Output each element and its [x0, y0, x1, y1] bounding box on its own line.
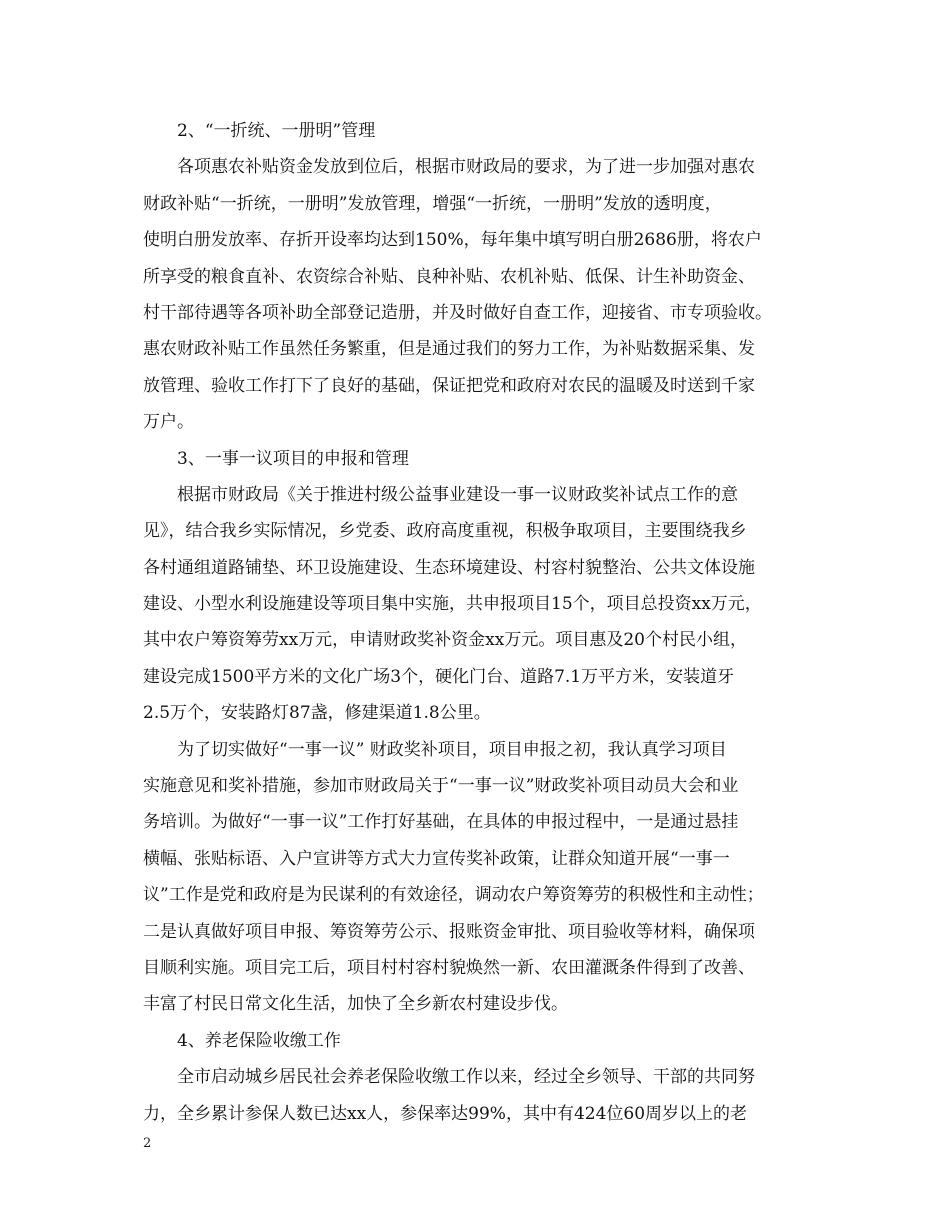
text-line: 横幅、张贴标语、入户宣讲等方式大力宣传奖补政策，让群众知道开展“一事一	[143, 848, 730, 869]
text-line: 使明白册发放率、存折开设率均达到150%，每年集中填写明白册2686册，将农户	[143, 230, 762, 251]
text-line: 力，全乡累计参保人数已达xx人，参保率达99%，其中有424位60周岁以上的老	[143, 1103, 748, 1124]
text-line: 目顺利实施。项目完工后，项目村村容村貌焕然一新、农田灌溉条件得到了改善、	[143, 957, 755, 978]
text-line: 万户。	[143, 412, 194, 433]
text-line: 村干部待遇等各项补助全部登记造册，并及时做好自查工作，迎接省、市专项验收。	[143, 302, 772, 323]
text-line: 惠农财政补贴工作虽然任务繁重，但是通过我们的努力工作，为补贴数据采集、发	[143, 339, 755, 360]
page-number: 2	[143, 1136, 152, 1151]
text-line: 务培训。为做好“一事一议”工作打好基础，在具体的申报过程中，一是通过悬挂	[143, 812, 739, 833]
text-line: 放管理、验收工作打下了良好的基础，保证把党和政府对农民的温暖及时送到千家	[143, 375, 755, 396]
text-line: 3、一事一议项目的申报和管理	[177, 448, 409, 469]
text-line: 二是认真做好项目申报、筹资筹劳公示、报账资金审批、项目验收等材料，确保项	[143, 921, 755, 942]
text-line: 见》，结合我乡实际情况，乡党委、政府高度重视，积极争取项目，主要围绕我乡	[143, 521, 747, 542]
text-line: 各项惠农补贴资金发放到位后，根据市财政局的要求，为了进一步加强对惠农	[177, 157, 755, 178]
text-line: 建设完成1500平方米的文化广场3个，硬化门台、道路7.1万平方米，安装道牙	[143, 666, 735, 687]
text-line: 根据市财政局《关于推进村级公益事业建设一事一议财政奖补试点工作的意	[177, 484, 738, 505]
text-line: 全市启动城乡居民社会养老保险收缴工作以来，经过全乡领导、干部的共同努	[177, 1067, 755, 1088]
text-line: 其中农户筹资筹劳xx万元，申请财政奖补资金xx万元。项目惠及20个村民小组，	[143, 630, 747, 651]
text-line: 2.5万个，安装路灯87盏，修建渠道1.8公里。	[143, 703, 491, 724]
text-line: 所享受的粮食直补、农资综合补贴、良种补贴、农机补贴、低保、计生补助资金、	[143, 266, 755, 287]
text-line: 4、养老保险收缴工作	[177, 1030, 341, 1051]
text-line: 各村通组道路铺垫、环卫设施建设、生态环境建设、村容村貌整治、公共文体设施	[143, 557, 755, 578]
text-line: 为了切实做好“一事一议” 财政奖补项目，项目申报之初，我认真学习项目	[177, 739, 727, 760]
text-line: 建设、小型水利设施建设等项目集中实施，共申报项目15个，项目总投资xx万元，	[143, 594, 762, 615]
text-line: 财政补贴“一折统，一册明”发放管理，增强“一折统，一册明”发放的透明度，	[143, 193, 722, 214]
text-line: 丰富了村民日常文化生活，加快了全乡新农村建设步伐。	[143, 994, 568, 1015]
text-line: 2、“一折统、一册明”管理	[177, 121, 376, 141]
text-line: 议”工作是党和政府是为民谋利的有效途径，调动农户筹资筹劳的积极性和主动性；	[143, 885, 764, 906]
text-line: 实施意见和奖补措施，参加市财政局关于“一事一议”财政奖补项目动员大会和业	[143, 776, 739, 797]
document-body	[143, 113, 833, 1132]
